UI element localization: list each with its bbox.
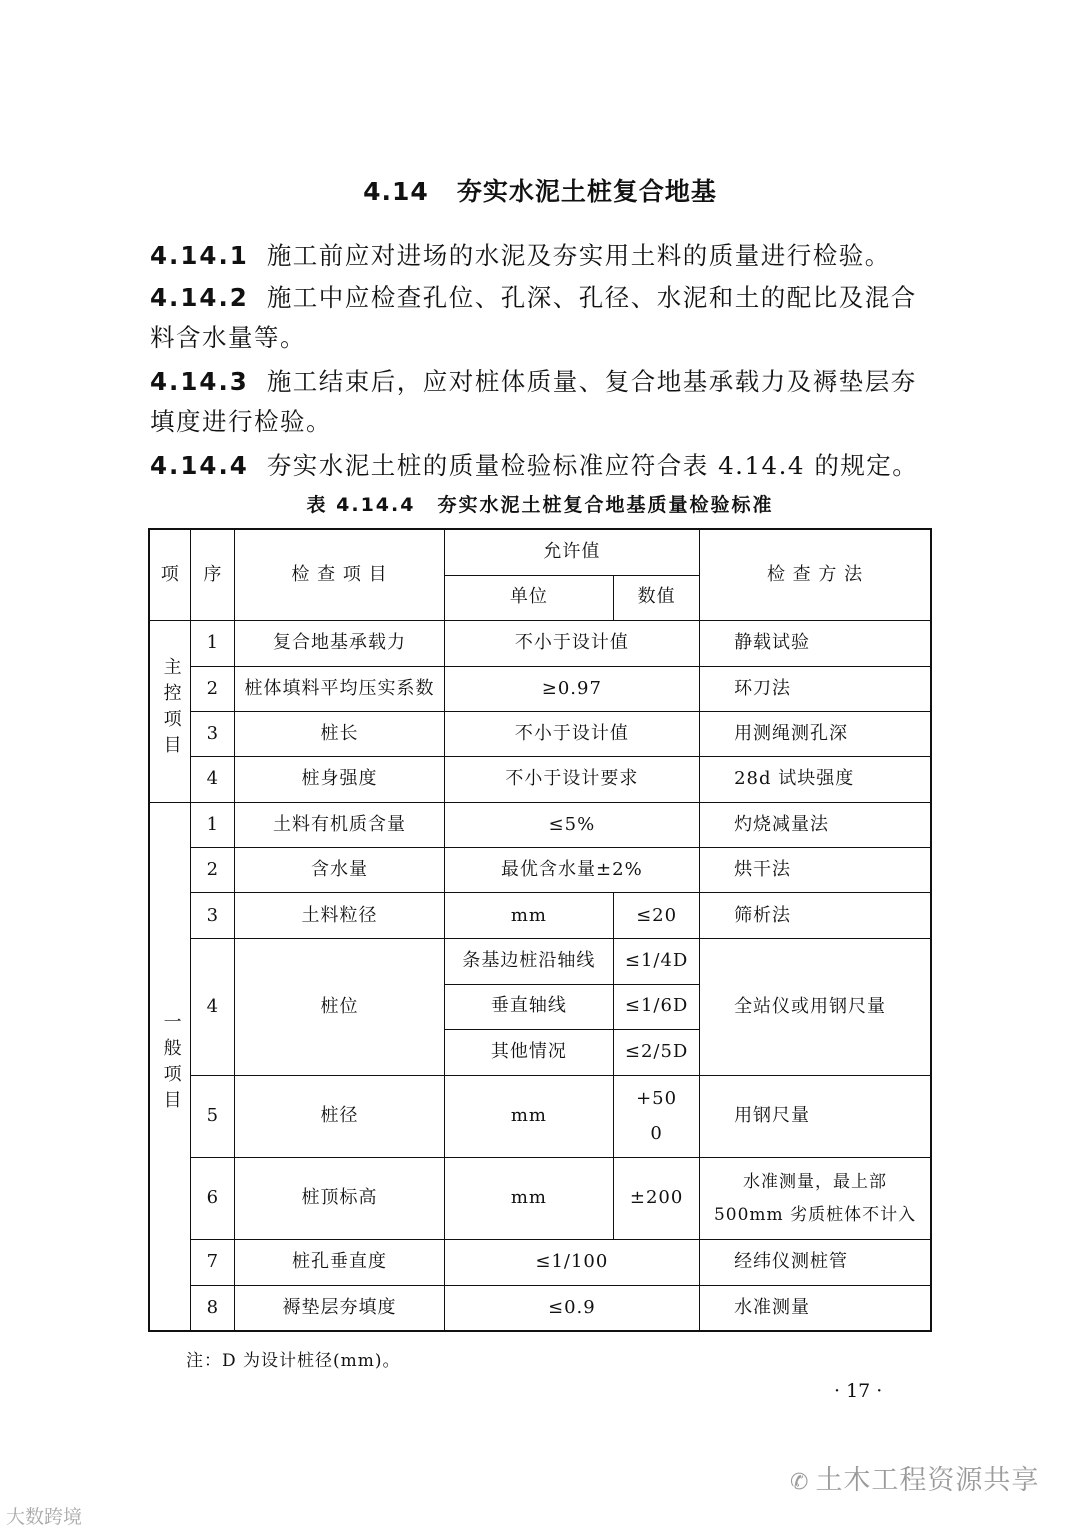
header-row (149, 529, 931, 575)
clause-4-14-1 (150, 236, 940, 276)
watermark (790, 1458, 1039, 1497)
item-cell: 桩孔垂直度 (235, 1240, 444, 1286)
table-row (149, 1286, 931, 1331)
method-cell: 灼烧减量法 (700, 803, 931, 848)
item-cell: 土料有机质含量 (235, 803, 444, 848)
method-cell: 静载试验 (700, 620, 931, 666)
table-row (149, 620, 931, 666)
allowed-cell: ≤0.9 (444, 1286, 699, 1331)
method-cell: 全站仪或用钢尺量 (700, 939, 931, 1075)
clause-4-14-4 (150, 446, 940, 486)
method-cell: 烘干法 (700, 848, 931, 893)
seq-cell: 1 (191, 620, 235, 666)
page-number: · 17 · (834, 1380, 883, 1402)
method-cell: 环刀法 (700, 666, 931, 711)
item-cell: 桩位 (235, 939, 444, 1075)
header-method: 检 查 方 法 (700, 529, 931, 620)
item-cell: 桩体填料平均压实系数 (235, 666, 444, 711)
item-cell: 复合地基承载力 (235, 620, 444, 666)
section-title: 夯实水泥土桩复合地基 (456, 177, 717, 206)
seq-cell: 4 (191, 757, 235, 803)
table-note: 注：D 为设计桩径(mm)。 (186, 1351, 401, 1371)
clause-4-14-2 (150, 278, 940, 358)
value-cell (614, 1075, 700, 1157)
value-cell: ≤1/4D (614, 939, 700, 984)
method-cell: 28d 试块强度 (700, 757, 931, 803)
seq-cell: 7 (191, 1240, 235, 1286)
table-row (149, 939, 931, 984)
seq-cell: 1 (191, 803, 235, 848)
table-row (149, 757, 931, 803)
seq-cell: 4 (191, 939, 235, 1075)
method-cell: 经纬仪测桩管 (700, 1240, 931, 1286)
section-number: 4.14 (363, 177, 429, 206)
header-allowed: 允许值 (444, 529, 699, 575)
table-number: 表 4.14.4 (306, 494, 416, 516)
watermark-bottom: 大数跨境 (6, 1506, 83, 1528)
item-cell: 土料粒径 (235, 893, 444, 939)
unit-cell: mm (444, 893, 614, 939)
item-cell: 桩长 (235, 711, 444, 756)
item-cell: 含水量 (235, 848, 444, 893)
unit-cell: 其他情况 (444, 1029, 614, 1075)
item-cell: 桩身强度 (235, 757, 444, 803)
item-cell: 褥垫层夯填度 (235, 1286, 444, 1331)
seq-cell: 2 (191, 848, 235, 893)
allowed-cell: ≤1/100 (444, 1240, 699, 1286)
table-row (149, 1075, 931, 1157)
unit-cell: mm (444, 1158, 614, 1240)
seq-cell: 8 (191, 1286, 235, 1331)
seq-cell: 3 (191, 893, 235, 939)
method-cell: 筛析法 (700, 893, 931, 939)
method-cell: 用测绳测孔深 (700, 711, 931, 756)
item-cell: 桩径 (235, 1075, 444, 1157)
unit-cell: mm (444, 1075, 614, 1157)
table-row (149, 711, 931, 756)
value-cell: ≤1/6D (614, 984, 700, 1029)
allowed-cell: ≤5% (444, 803, 699, 848)
value-lower: 0 (650, 1123, 663, 1145)
category-general (149, 803, 191, 1331)
unit-cell: 垂直轴线 (444, 984, 614, 1029)
table-row (149, 666, 931, 711)
method-cell: 用钢尺量 (700, 1075, 931, 1157)
clause-number: 4.14.4 (150, 451, 249, 480)
header-value: 数值 (614, 575, 700, 620)
table-row (149, 848, 931, 893)
clause-text: 夯实水泥土桩的质量检验标准应符合表 4.14.4 的规定。 (266, 451, 919, 480)
category-main-control (149, 620, 191, 802)
clause-4-14-3 (150, 362, 940, 442)
clause-text: 施工前应对进场的水泥及夯实用土料的质量进行检验。 (266, 241, 891, 270)
method-cell (700, 1158, 931, 1240)
seq-cell: 3 (191, 711, 235, 756)
clause-number: 4.14.3 (150, 367, 249, 396)
clause-text: 施工中应检查孔位、孔深、孔径、水泥和土的配比及混合料含水量等。 (150, 283, 917, 352)
category-label: 主控项目 (160, 656, 182, 761)
value-cell: ≤2/5D (614, 1029, 700, 1075)
method-cell: 水准测量 (700, 1286, 931, 1331)
seq-cell: 6 (191, 1158, 235, 1240)
table-row (149, 803, 931, 848)
table-title: 夯实水泥土桩复合地基质量检验标准 (437, 494, 774, 516)
table-row (149, 893, 931, 939)
header-item: 检 查 项 目 (235, 529, 444, 620)
seq-cell: 5 (191, 1075, 235, 1157)
section-heading (0, 172, 1080, 208)
clause-number: 4.14.1 (150, 241, 249, 270)
clause-number: 4.14.2 (150, 283, 249, 312)
allowed-cell: 不小于设计要求 (444, 757, 699, 803)
allowed-cell: ≥0.97 (444, 666, 699, 711)
allowed-cell: 不小于设计值 (444, 620, 699, 666)
category-label: 一般项目 (160, 1011, 182, 1116)
table-row (149, 1240, 931, 1286)
header-unit: 单位 (444, 575, 614, 620)
unit-cell: 条基边桩沿轴线 (444, 939, 614, 984)
table-row (149, 1158, 931, 1240)
allowed-cell: 不小于设计值 (444, 711, 699, 756)
value-upper: +50 (636, 1088, 678, 1110)
header-category: 项 (149, 529, 191, 620)
method-line: 500mm 劣质桩体不计入 (713, 1204, 917, 1225)
allowed-cell: 最优含水量±2% (444, 848, 699, 893)
quality-standard-table (148, 528, 932, 1332)
wechat-icon: ✆ (790, 1470, 810, 1495)
method-line: 水准测量，最上部 (743, 1172, 888, 1193)
watermark-text: 土木工程资源共享 (815, 1465, 1040, 1496)
item-cell: 桩顶标高 (235, 1158, 444, 1240)
value-cell: ±200 (614, 1158, 700, 1240)
seq-cell: 2 (191, 666, 235, 711)
clause-text: 施工结束后，应对桩体质量、复合地基承载力及褥垫层夯填度进行检验。 (150, 367, 917, 436)
table-caption (0, 490, 1080, 517)
value-cell: ≤20 (614, 893, 700, 939)
header-seq: 序 (191, 529, 235, 620)
